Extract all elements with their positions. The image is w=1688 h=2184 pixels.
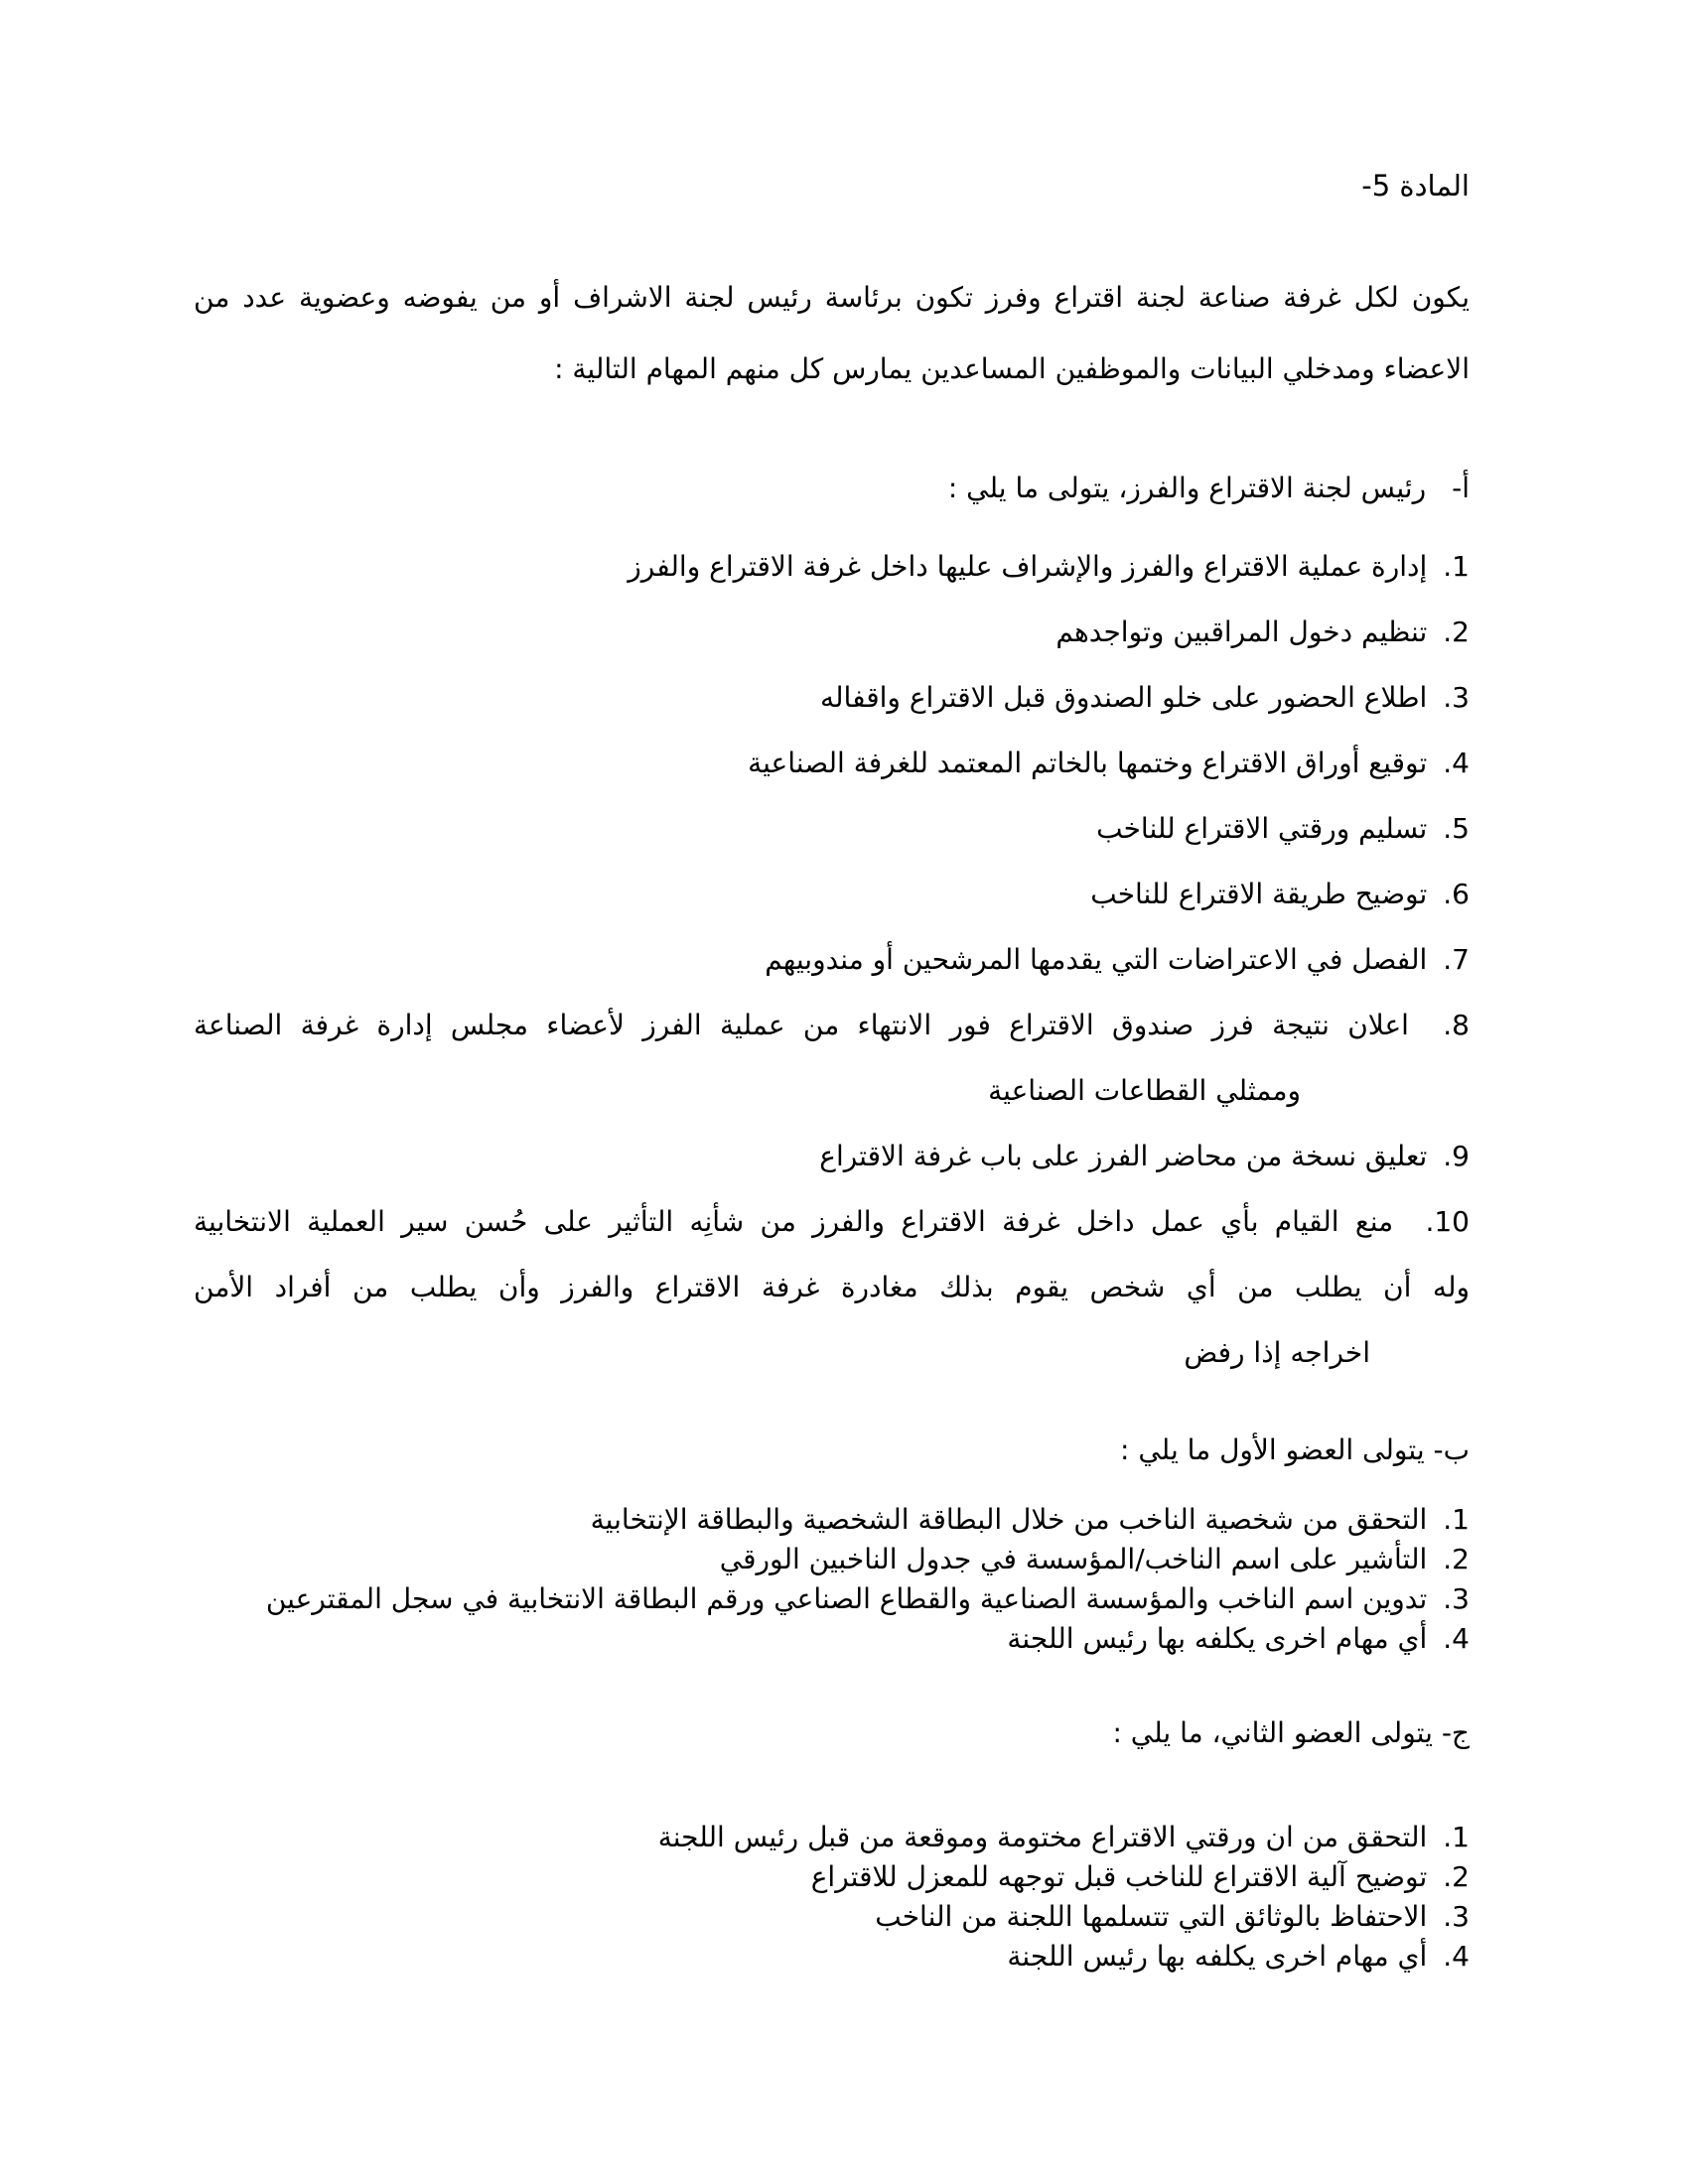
section-b-heading (194, 1431, 1470, 1470)
section-c-heading-text: يتولى العضو الثاني، ما يلي : (1112, 1716, 1433, 1749)
list-item (194, 1937, 1470, 1977)
list-item (194, 1619, 1470, 1659)
item-number: 2. (1443, 1543, 1470, 1575)
item-text: التحقق من ان ورقتي الاقتراع مختومة وموقعة من قبل رئيس اللجنة (657, 1821, 1428, 1853)
item-line (194, 1189, 1470, 1255)
item-text: الفصل في الاعتراضات التي يقدمها المرشحين أو مندوبيهم (765, 943, 1428, 976)
list-item (194, 1897, 1470, 1937)
section-a-heading-text: رئيس لجنة الاقتراع والفرز، يتولى ما يلي : (947, 472, 1427, 504)
item-text: اعلان نتيجة فرز صندوق الاقتراع فور الانتهاء من عملية الفرز لأعضاء مجلس إدارة غرفة الصناعة (194, 1009, 1409, 1041)
item-number: 9. (1443, 1140, 1470, 1172)
item-text: الاحتفاظ بالوثائق التي تتسلمها اللجنة من الناخب (875, 1900, 1428, 1933)
section-b-heading-text: يتولى العضو الأول ما يلي : (1120, 1433, 1425, 1466)
list-item (194, 1124, 1470, 1189)
section-c-heading (194, 1713, 1470, 1753)
section-b-list (194, 1500, 1470, 1659)
item-text: التأشير على اسم الناخب/المؤسسة في جدول الناخبين الورقي (719, 1543, 1428, 1575)
list-item (194, 993, 1470, 1124)
item-number: 3. (1443, 681, 1470, 714)
list-item (194, 665, 1470, 731)
item-text: أي مهام اخرى يكلفه بها رئيس اللجنة (1007, 1940, 1428, 1973)
item-line: وله أن يطلب من أي شخص يقوم بذلك مغادرة غرفة الاقتراع والفرز وأن يطلب من أفراد الأمن (194, 1271, 1470, 1303)
list-item (194, 534, 1470, 600)
list-item (194, 796, 1470, 862)
item-number: 2. (1443, 615, 1470, 648)
item-number: 6. (1443, 878, 1470, 910)
section-a-marker: أ- (1452, 472, 1470, 504)
section-a-heading (194, 469, 1470, 508)
item-number: 4. (1443, 747, 1470, 779)
item-text: تدوين اسم الناخب والمؤسسة الصناعية والقطاع الصناعي ورقم البطاقة الانتخابية في سجل المقترعين (265, 1582, 1428, 1615)
article-title: المادة 5- (1361, 169, 1470, 203)
list-item (194, 1818, 1470, 1857)
list-item (194, 600, 1470, 665)
item-number: 5. (1443, 812, 1470, 845)
item-text: تسليم ورقتي الاقتراع للناخب (1096, 812, 1428, 845)
list-item (194, 1189, 1470, 1386)
item-text: أي مهام اخرى يكلفه بها رئيس اللجنة (1007, 1622, 1428, 1655)
item-number: 4. (1443, 1622, 1470, 1655)
list-item (194, 862, 1470, 927)
item-text: إدارة عملية الاقتراع والفرز والإشراف عليها داخل غرفة الاقتراع والفرز (628, 550, 1428, 583)
item-number: 3. (1443, 1900, 1470, 1933)
list-item (194, 1579, 1470, 1619)
section-b-marker: ب- (1433, 1433, 1470, 1466)
item-text: توقيع أوراق الاقتراع وختمها بالخاتم المعتمد للغرفة الصناعية (748, 747, 1428, 779)
item-number: 8. (1443, 1009, 1470, 1041)
list-item (194, 731, 1470, 796)
section-c-marker: ج- (1441, 1716, 1470, 1749)
section-c-list (194, 1818, 1470, 1977)
item-text: تعليق نسخة من محاضر الفرز على باب غرفة الاقتراع (819, 1140, 1428, 1172)
item-number: 1. (1443, 1821, 1470, 1853)
list-item (194, 1857, 1470, 1897)
item-text: التحقق من شخصية الناخب من خلال البطاقة الشخصية والبطاقة الإنتخابية (590, 1503, 1428, 1536)
item-text: اطلاع الحضور على خلو الصندوق قبل الاقتراع واقفاله (820, 681, 1428, 714)
list-item (194, 1540, 1470, 1579)
list-item (194, 927, 1470, 993)
item-number: 10. (1425, 1205, 1470, 1238)
item-text: توضيح آلية الاقتراع للناخب قبل توجهه للمعزل للاقتراع (810, 1860, 1428, 1893)
section-a-list (194, 534, 1470, 1386)
intro-paragraph: يكون لكل غرفة صناعة لجنة اقتراع وفرز تكون برئاسة رئيس لجنة الاشراف أو من يفوضه وعضوية عدد من الاعضاء ومدخلي البيانات والموظفين المساعدين يمارس كل منهم المهام التالية : (194, 281, 1470, 385)
item-line: وممثلي القطاعات الصناعية (988, 1074, 1301, 1107)
item-number: 2. (1443, 1860, 1470, 1893)
item-number: 7. (1443, 943, 1470, 976)
item-number: 3. (1443, 1582, 1470, 1615)
item-number: 1. (1443, 1503, 1470, 1536)
item-text: تنظيم دخول المراقبين وتواجدهم (1055, 615, 1428, 648)
item-line: اخراجه إذا رفض (1184, 1336, 1370, 1369)
item-text: منع القيام بأي عمل داخل غرفة الاقتراع والفرز من شأنِه التأثير على حُسن سير العملية الانتخابية (194, 1205, 1394, 1238)
list-item (194, 1500, 1470, 1540)
item-number: 4. (1443, 1940, 1470, 1973)
item-number: 1. (1443, 550, 1470, 583)
item-text: توضيح طريقة الاقتراع للناخب (1090, 878, 1428, 910)
item-line (194, 993, 1470, 1058)
